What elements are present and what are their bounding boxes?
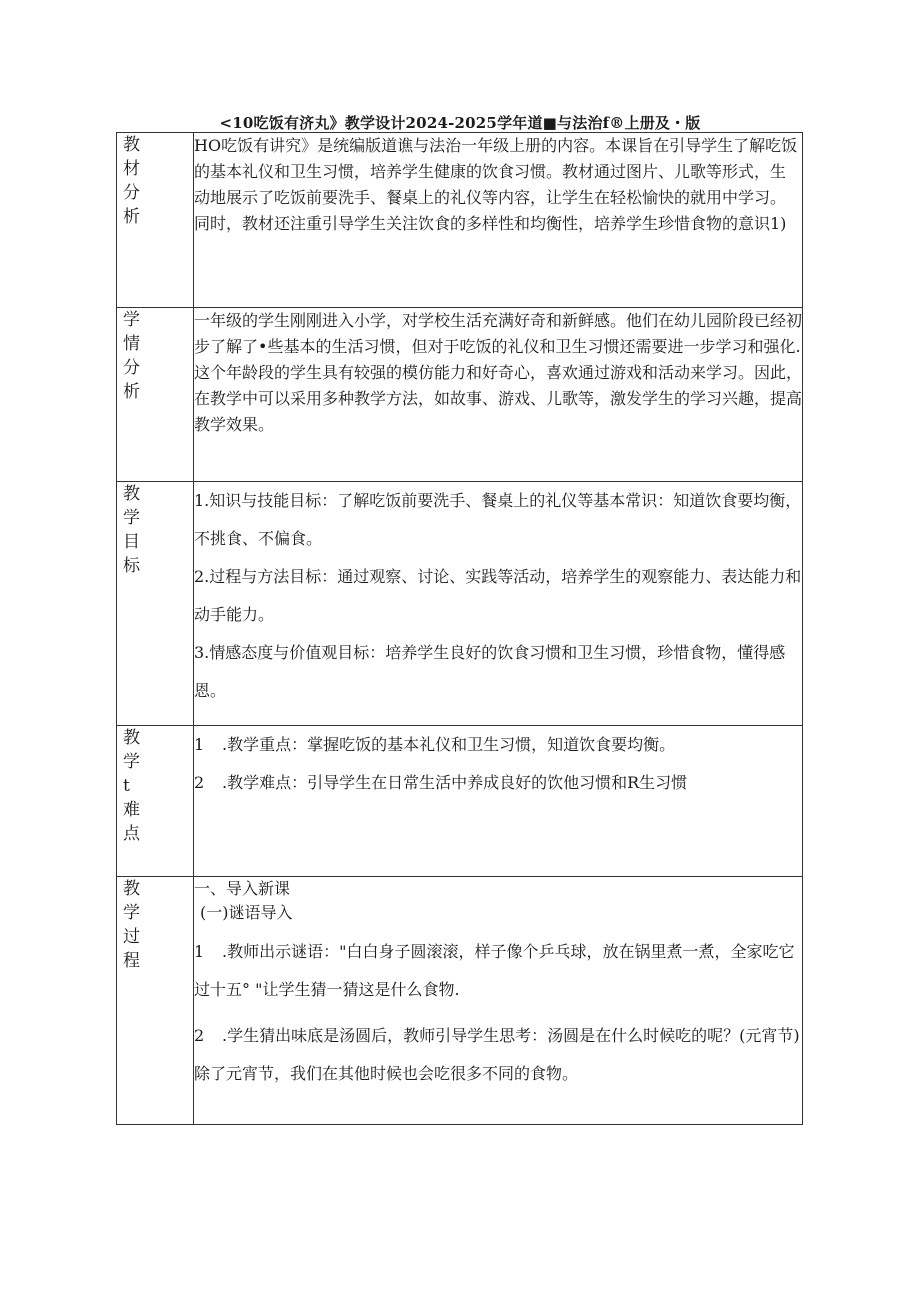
document-title: <10吃饭有济丸》教学设计2024-2025学年道■与法治f®上册及・版 xyxy=(219,114,701,132)
goal-emotions-values: 3.情感态度与价值观目标：培养学生良好的饮食习惯和卫生习惯，珍惜食物，懂得感恩。 xyxy=(194,643,786,700)
textbook-analysis-text: HO吃饭有讲究》是统编版道谯与法治一年级上册的内容。本课旨在引导学生了解吃饭的基本礼仪和卫生习惯，培养学生健康的饮食习惯。教材通过图片、儿歌等形式，生动地展示了吃饭前要洗手、餐桌上的礼仪等内容，让学生在轻松愉快的就用中学习。同时，教材还注重引导学生关注饮食的多样性和均衡性，培养学生珍惜食物的意识1) xyxy=(194,136,798,233)
process-heading: 一、导入新课 xyxy=(194,879,291,898)
process-step xyxy=(194,933,802,1009)
difficult-point-text: .教学难点：引导学生在日常生活中养成良好的饮他习惯和R生习惯 xyxy=(222,773,688,792)
item-number: 1 xyxy=(194,735,205,754)
section-label-teaching-goals: 教学目标 xyxy=(123,484,140,576)
difficult-point-item xyxy=(194,764,802,802)
section-label-cell xyxy=(117,482,194,726)
section-content-cell xyxy=(194,726,803,877)
section-label-cell xyxy=(117,877,194,1125)
section-label-cell xyxy=(117,133,194,308)
lesson-plan-table xyxy=(116,132,803,1125)
section-row-teaching-process xyxy=(117,877,803,1125)
section-content-cell xyxy=(194,133,803,308)
section-content-cell xyxy=(194,308,803,482)
goal-knowledge-skills: 1.知识与技能目标：了解吃饭前要洗手、餐桌上的礼仪等基本常识：知道饮食要均衡，不挑食、不偏食。 xyxy=(194,491,802,548)
student-analysis-text: 一年级的学生刚刚进入小学，对学校生活充满好奇和新鲜感。他们在幼儿园阶段已经初步了解了•些基本的生活习惯，但对于吃饭的礼仪和卫生习惯还需要进一步学习和强化.这个年龄段的学生具有较强的模仿能力和好奇心，喜欢通过游戏和活动来学习。因此，在教学中可以采用多种教学方法，如故事、游戏、儿歌等，激发学生的学习兴趣，提高教学效果。 xyxy=(194,311,803,434)
item-number: 1 xyxy=(194,942,205,961)
section-label-textbook-analysis: 教材分析 xyxy=(123,135,140,227)
process-step xyxy=(194,1017,802,1093)
section-label-cell xyxy=(117,726,194,877)
process-step-text: .学生猜出味底是汤圆后，教师引导学生思考：汤圆是在什么时候吃的呢？(元宵节)除了元宵节，我们在其他时候也会吃很多不同的食物。 xyxy=(194,1026,800,1083)
section-label-student-analysis: 学情分析 xyxy=(123,310,140,402)
section-label-key-difficult-points: 教学t难点 xyxy=(123,728,140,844)
section-row-textbook-analysis xyxy=(117,133,803,308)
section-row-teaching-goals xyxy=(117,482,803,726)
process-step-text: .教师出示谜语："白白身子圆滚滚，样子像个乒乓球，放在锅里煮一煮，全家吃它过十五° "让学生猜一猜这是什么食物. xyxy=(194,942,795,999)
section-content-cell xyxy=(194,482,803,726)
process-subheading: (一)谜语导入 xyxy=(200,903,293,922)
section-row-student-analysis xyxy=(117,308,803,482)
section-row-key-difficult-points xyxy=(117,726,803,877)
key-point-text: .教学重点：掌握吃饭的基本礼仪和卫生习惯，知道饮食要均衡。 xyxy=(222,735,676,754)
section-content-cell xyxy=(194,877,803,1125)
item-number: 2 xyxy=(194,773,205,792)
item-number: 2 xyxy=(194,1026,205,1045)
goal-process-methods: 2.过程与方法目标：通过观察、讨论、实践等活动，培养学生的观察能力、表达能力和动手能力。 xyxy=(194,567,802,624)
section-label-cell xyxy=(117,308,194,482)
section-label-teaching-process: 教学过程 xyxy=(123,879,140,971)
key-point-item xyxy=(194,726,802,764)
